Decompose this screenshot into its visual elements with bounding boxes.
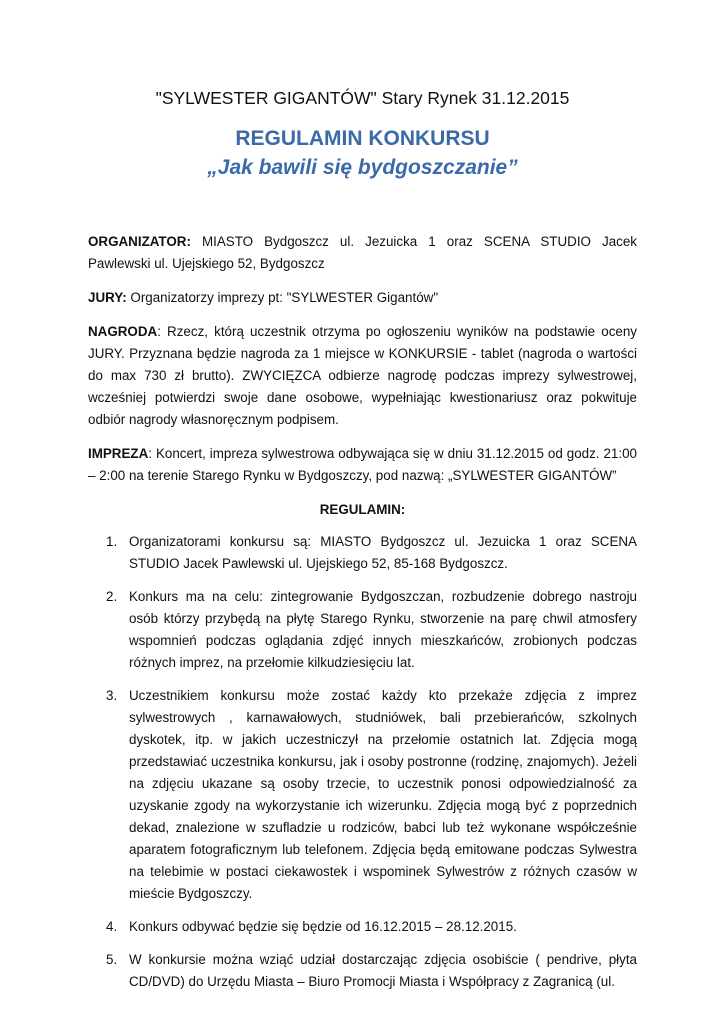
list-item xyxy=(88,685,637,905)
event-paragraph xyxy=(88,443,637,487)
list-item-text: Konkurs odbywać będzie się będzie od 16.12.2015 – 28.12.2015. xyxy=(129,919,517,934)
list-item-number: 2. xyxy=(106,589,118,604)
prize-label: NAGRODA xyxy=(88,324,158,339)
organizer-label: ORGANIZATOR: xyxy=(88,234,191,249)
regulations-list xyxy=(88,531,637,993)
list-item-text: Uczestnikiem konkursu może zostać każdy kto przekaże zdjęcia z imprez sylwestrowych , karnawałowych, studniówek, bali przebierańców, szkolnych dyskotek, itp. w jakich uczestniczył na przełomie ostatnich lat. Zdjęcia mogą przedstawiać uczestnika konkursu, jak i osoby postronne (rodzinę, znajomych). Jeżeli na zdjęciu ukazane są osoby trzecie, to uczestnik ponosi odpowiedzialność za uzyskanie zgody na wykorzystanie ich wizerunku. Zdjęcia mogą być z poprzednich dekad, znalezione w szufladzie u rodziców, babci lub też wykonane współcześnie aparatem fotograficznym lub telefonem. Zdjęcia będą emitowane podczas Sylwestra na telebimie w postaci ciekawostek i wspominek Sylwestrów z różnych czasów w mieście Bydgoszczy. xyxy=(129,688,637,901)
list-item-number: 3. xyxy=(106,688,118,703)
list-item xyxy=(88,531,637,575)
jury-text: Organizatorzy imprezy pt: "SYLWESTER Gigantów" xyxy=(126,290,439,305)
list-item-text: W konkursie można wziąć udział dostarczając zdjęcia osobiście ( pendrive, płyta CD/DVD) do Urzędu Miasta – Biuro Promocji Miasta i Współpracy z Zagranicą (ul. xyxy=(129,952,637,989)
event-text: : Koncert, impreza sylwestrowa odbywająca się w dniu 31.12.2015 od godz. 21:00 – 2:00 na terenie Starego Rynku w Bydgoszczy, pod nazwą: „SYLWESTER GIGANTÓW” xyxy=(88,446,637,483)
contest-subtitle: „Jak bawili się bydgoszczanie” xyxy=(207,156,518,179)
list-item xyxy=(88,586,637,674)
list-item xyxy=(88,916,637,938)
list-item-number: 1. xyxy=(106,534,118,549)
organizer-text: MIASTO Bydgoszcz ul. Jezuicka 1 oraz SCENA STUDIO Jacek Pawlewski ul. Ujejskiego 52, Bydgoszcz xyxy=(88,234,637,271)
organizer-paragraph xyxy=(88,231,637,275)
event-label: IMPREZA xyxy=(88,446,149,461)
page-title: REGULAMIN KONKURSU xyxy=(235,127,490,150)
list-item-number: 5. xyxy=(106,952,118,967)
event-line: "SYLWESTER GIGANTÓW" Stary Rynek 31.12.2015 xyxy=(155,88,570,108)
prize-paragraph xyxy=(88,321,637,431)
jury-label: JURY: xyxy=(88,290,127,305)
list-item xyxy=(88,949,637,993)
prize-text: : Rzecz, którą uczestnik otrzyma po ogłoszeniu wyników na podstawie oceny JURY. Przyznana będzie nagroda za 1 miejsce w KONKURSIE - tablet (nagroda o wartości do max 730 zł brutto). ZWYCIĘZCA odbierze nagrodę podczas imprezy sylwestrowej, wcześniej potwierdzi swoje dane osobowe, wypełniając kwestionariusz oraz pokwituje odbiór nagrody własnoręcznym podpisem. xyxy=(88,324,637,427)
jury-paragraph xyxy=(88,287,637,309)
document-body xyxy=(88,231,637,1004)
list-item-text: Konkurs ma na celu: zintegrowanie Bydgoszczan, rozbudzenie dobrego nastroju osób którzy przybędą na płytę Starego Rynku, stworzenie na parę chwil atmosfery wspomnień podczas oglądania zdjęć innych mieszkańców, zrobionych podczas różnych imprez, na przełomie kilkudziesięciu lat. xyxy=(129,589,637,670)
regulations-heading: REGULAMIN: xyxy=(319,502,406,517)
list-item-number: 4. xyxy=(106,919,118,934)
list-item-text: Organizatorami konkursu są: MIASTO Bydgoszcz ul. Jezuicka 1 oraz SCENA STUDIO Jacek Pawlewski ul. Ujejskiego 52, 85-168 Bydgoszcz. xyxy=(129,534,637,571)
